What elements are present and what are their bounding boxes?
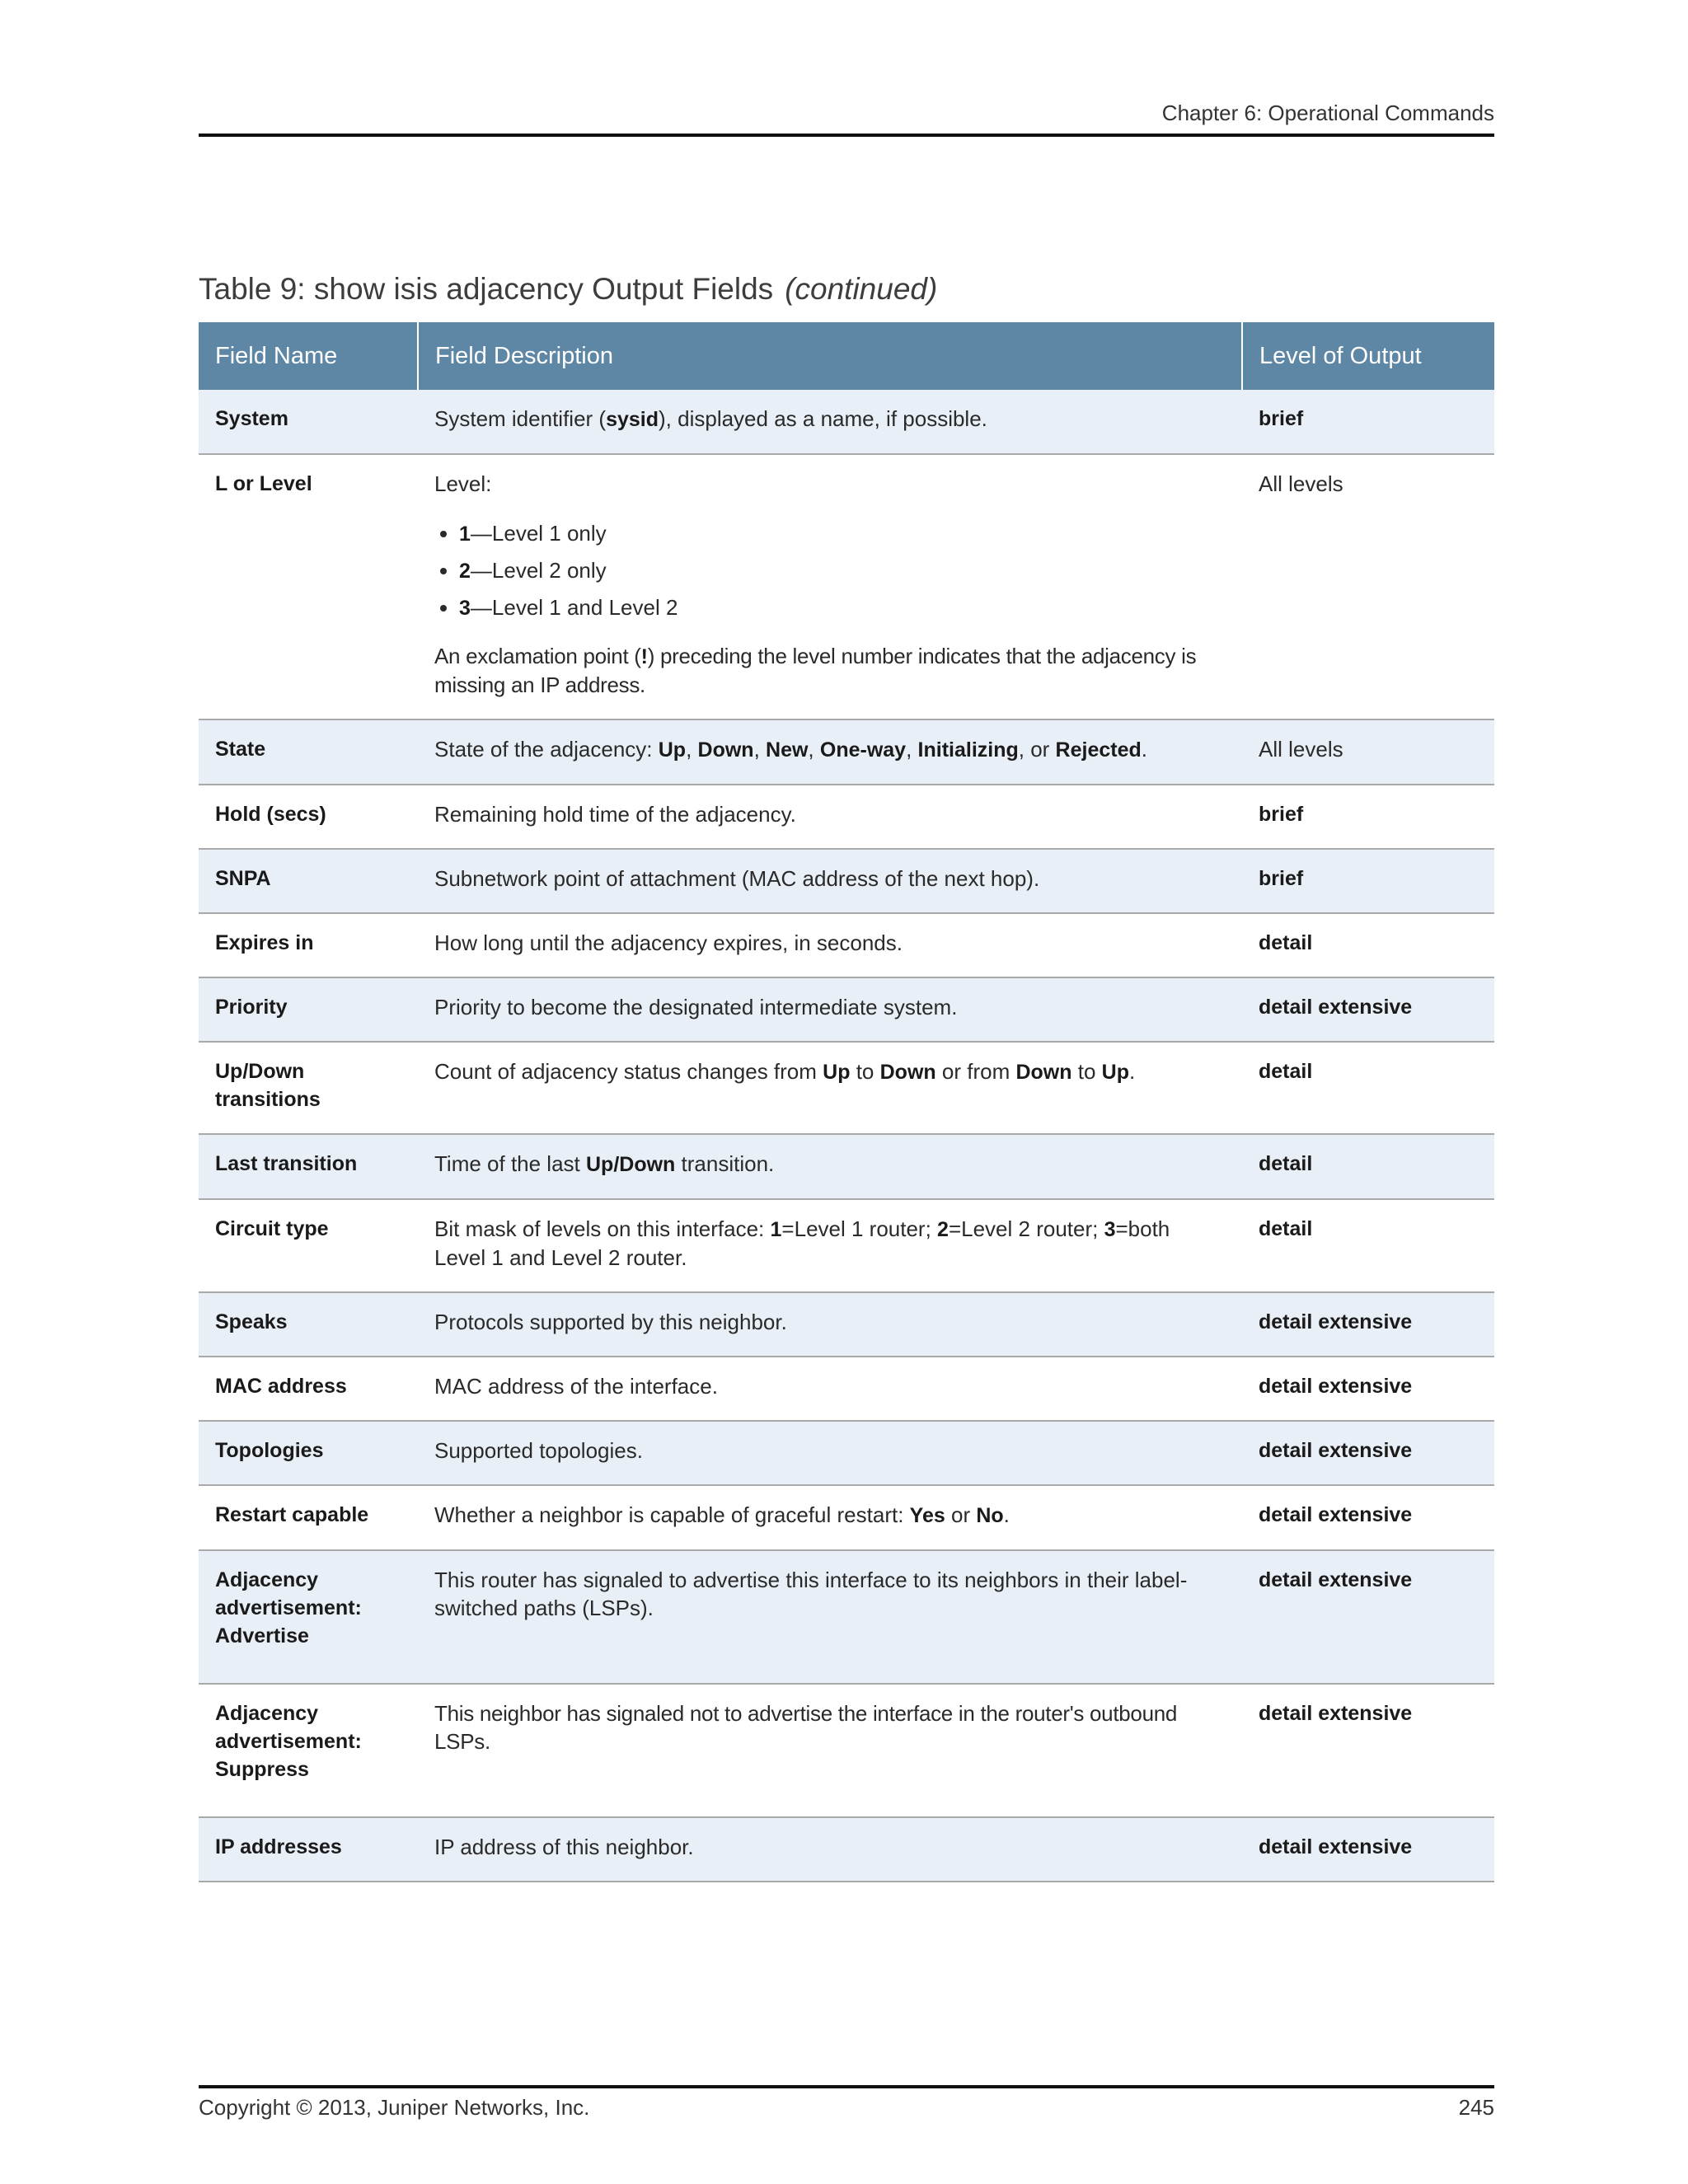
field-description: IP address of this neighbor. xyxy=(418,1817,1242,1882)
field-name: State xyxy=(199,719,418,785)
level-of-output: detail extensive xyxy=(1242,1421,1494,1485)
level-of-output: detail extensive xyxy=(1242,1357,1494,1421)
table-row xyxy=(199,1292,1494,1357)
level-of-output: brief xyxy=(1242,849,1494,913)
level-of-output: detail extensive xyxy=(1242,1550,1494,1684)
table-row xyxy=(199,785,1494,849)
level-of-output: detail extensive xyxy=(1242,977,1494,1042)
field-name: L or Level xyxy=(199,454,418,719)
table-row xyxy=(199,1134,1494,1199)
table-row xyxy=(199,1421,1494,1485)
field-name: Adjacency advertisement: Suppress xyxy=(199,1684,418,1817)
field-description: Remaining hold time of the adjacency. xyxy=(418,785,1242,849)
field-description xyxy=(418,454,1242,719)
field-description: How long until the adjacency expires, in seconds. xyxy=(418,913,1242,977)
table-header-row xyxy=(199,322,1494,390)
col-header-field-description: Field Description xyxy=(418,322,1242,390)
field-name: Expires in xyxy=(199,913,418,977)
header-rule xyxy=(199,134,1494,137)
field-name: Restart capable xyxy=(199,1485,418,1550)
field-description: MAC address of the interface. xyxy=(418,1357,1242,1421)
field-name: Speaks xyxy=(199,1292,418,1357)
level-of-output: brief xyxy=(1242,390,1494,454)
desc-note: An exclamation point (!) preceding the level number indicates that the adjacency is missing an IP address. xyxy=(434,644,1197,697)
field-name: Up/Down transitions xyxy=(199,1042,418,1134)
field-name: IP addresses xyxy=(199,1817,418,1882)
field-description: System identifier (sysid), displayed as a name, if possible. xyxy=(418,390,1242,454)
field-description: Supported topologies. xyxy=(418,1421,1242,1485)
field-name: MAC address xyxy=(199,1357,418,1421)
field-name: Adjacency advertisement: Advertise xyxy=(199,1550,418,1684)
field-description: Time of the last Up/Down transition. xyxy=(418,1134,1242,1199)
table-title xyxy=(199,272,937,307)
level-of-output: detail extensive xyxy=(1242,1684,1494,1817)
field-description: Protocols supported by this neighbor. xyxy=(418,1292,1242,1357)
table-row xyxy=(199,913,1494,977)
level-of-output: detail xyxy=(1242,1134,1494,1199)
table-row xyxy=(199,1485,1494,1550)
table-row xyxy=(199,390,1494,454)
field-description: This router has signaled to advertise this interface to its neighbors in their label-switched paths (LSPs). xyxy=(418,1550,1242,1684)
field-name: System xyxy=(199,390,418,454)
col-header-level-of-output: Level of Output xyxy=(1242,322,1494,390)
output-fields-table xyxy=(199,322,1494,1882)
field-name: Priority xyxy=(199,977,418,1042)
field-description: Count of adjacency status changes from Up to Down or from Down to Up. xyxy=(418,1042,1242,1134)
list-item: • 3—Level 1 and Level 2 xyxy=(459,593,1226,622)
footer-copyright: Copyright © 2013, Juniper Networks, Inc. xyxy=(199,2095,590,2120)
level-list xyxy=(434,519,1226,622)
level-of-output: detail extensive xyxy=(1242,1817,1494,1882)
field-name: SNPA xyxy=(199,849,418,913)
table-row xyxy=(199,1684,1494,1817)
field-name: Last transition xyxy=(199,1134,418,1199)
field-name: Topologies xyxy=(199,1421,418,1485)
table-row xyxy=(199,1817,1494,1882)
running-head-chapter: Chapter 6: Operational Commands xyxy=(1161,101,1494,125)
field-description: This neighbor has signaled not to advertise the interface in the router's outbound LSPs. xyxy=(418,1684,1242,1817)
field-description: Whether a neighbor is capable of graceful restart: Yes or No. xyxy=(418,1485,1242,1550)
field-description: State of the adjacency: Up, Down, New, One-way, Initializing, or Rejected. xyxy=(418,719,1242,785)
level-of-output: detail extensive xyxy=(1242,1292,1494,1357)
level-of-output: All levels xyxy=(1242,719,1494,785)
table-row xyxy=(199,1357,1494,1421)
level-of-output: brief xyxy=(1242,785,1494,849)
field-name: Circuit type xyxy=(199,1199,418,1292)
col-header-field-name: Field Name xyxy=(199,322,418,390)
level-of-output: detail xyxy=(1242,1199,1494,1292)
level-of-output: detail xyxy=(1242,1042,1494,1134)
field-description: Bit mask of levels on this interface: 1=Level 1 router; 2=Level 2 router; 3=both Level 1 and Level 2 router. xyxy=(418,1199,1242,1292)
level-of-output: detail xyxy=(1242,913,1494,977)
field-description: Subnetwork point of attachment (MAC address of the next hop). xyxy=(418,849,1242,913)
table-title-continued: (continued) xyxy=(785,272,938,306)
footer-rule xyxy=(199,2085,1494,2088)
table-row xyxy=(199,454,1494,719)
table-title-text: Table 9: show isis adjacency Output Fields xyxy=(199,272,774,306)
list-item: • 2—Level 2 only xyxy=(459,556,1226,585)
field-description: Priority to become the designated intermediate system. xyxy=(418,977,1242,1042)
list-item: • 1—Level 1 only xyxy=(459,519,1226,548)
table-row xyxy=(199,849,1494,913)
table-row xyxy=(199,1199,1494,1292)
table-row xyxy=(199,719,1494,785)
level-of-output: detail extensive xyxy=(1242,1485,1494,1550)
code-term: sysid xyxy=(606,408,659,431)
table-row xyxy=(199,1550,1494,1684)
field-name: Hold (secs) xyxy=(199,785,418,849)
table-row xyxy=(199,1042,1494,1134)
desc-intro: Level: xyxy=(434,471,492,496)
level-of-output: All levels xyxy=(1242,454,1494,719)
table-row xyxy=(199,977,1494,1042)
page-number: 245 xyxy=(1458,2095,1494,2120)
